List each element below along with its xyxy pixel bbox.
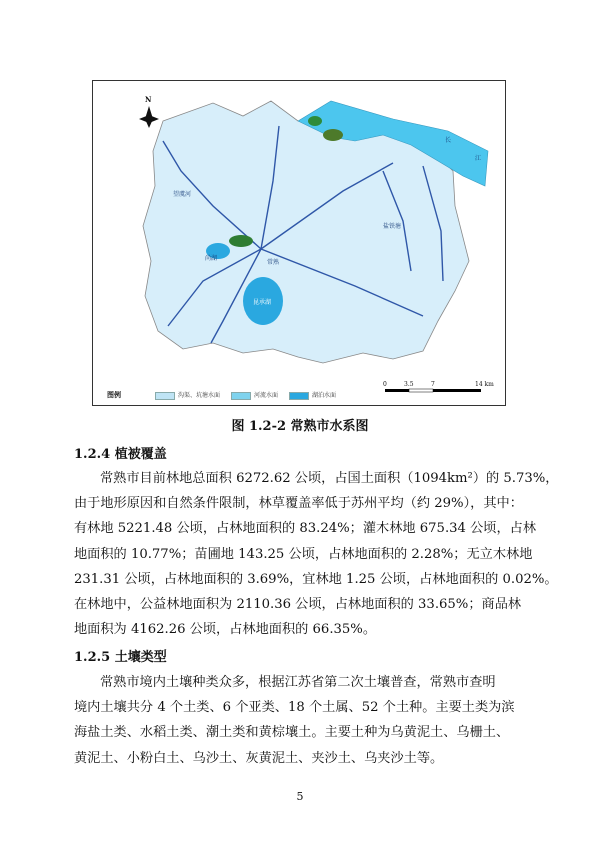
map-label-shang-lake: 尚湖: [205, 255, 218, 262]
legend-label: 湖泊水面: [312, 392, 337, 399]
page-number: 5: [296, 790, 304, 803]
paragraph-line: 地面积为 4162.26 公顷，占林地面积的 66.35%。: [74, 622, 377, 638]
scale-bar: [385, 389, 481, 392]
paragraph-line: 在林地中，公益林地面积为 2110.36 公顷，占林地面积的 33.65%；商品林: [74, 597, 522, 613]
map-label-kuncheng-lake: 昆承湖: [253, 299, 272, 306]
legend-label: 河流水面: [254, 392, 279, 399]
yushan-forest: [229, 235, 253, 247]
north-label: N: [145, 95, 152, 104]
scale-tick: 0: [383, 381, 387, 388]
map-label-yangtze: 长: [445, 137, 452, 144]
paragraph-line: 由于地形原因和自然条件限制，林草覆盖率低于苏州平均（约 29%），其中：: [74, 496, 523, 512]
scale-tick: 3.5: [404, 381, 414, 388]
paragraph-soil: [74, 670, 539, 771]
legend-swatch-river: [231, 392, 251, 400]
legend-item: [155, 390, 220, 400]
legend-title: 图例: [107, 390, 121, 399]
map-label-wangyu-river: 望虞河: [173, 191, 192, 198]
paragraph-line: 有林地 5221.48 公顷，占林地面积的 83.24%；灌木林地 675.34 公顷，占林: [74, 521, 537, 537]
map-label-yangtze-2: 江: [475, 155, 482, 162]
map-graphic: [93, 81, 505, 405]
map-label-yantie-river: 盐铁塘: [383, 223, 402, 230]
island-green: [308, 116, 322, 126]
island-green-2: [323, 129, 343, 141]
paragraph-vegetation: [74, 466, 559, 642]
section-heading-vegetation: 1.2.4 植被覆盖: [74, 447, 167, 462]
paragraph-line: 231.31 公顷，占林地面积的 3.69%，宜林地 1.25 公顷，占林地面积的 0.02%。: [74, 571, 558, 587]
legend-swatch-ditch: [155, 392, 175, 400]
scale-tick: 7: [431, 381, 435, 388]
scale-tick: 14 km: [475, 381, 494, 388]
paragraph-line: 海盐土类、水稻土类、潮土类和黄棕壤土。主要土种为乌黄泥土、乌栅土、: [74, 725, 510, 741]
map-label-changshu: 常熟: [267, 259, 280, 266]
legend-item: [289, 390, 336, 400]
paragraph-line: 黄泥土、小粉白土、乌沙土、灰黄泥土、夹沙土、乌夹沙土等。: [74, 750, 444, 766]
paragraph-line: 常熟市目前林地总面积 6272.62 公顷，占国土面积（1094km²）的 5.73%，: [100, 471, 559, 486]
paragraph-line: 地面积的 10.77%；苗圃地 143.25 公顷，占林地面积的 2.28%；无立木林地: [74, 546, 533, 562]
section-heading-soil: 1.2.5 土壤类型: [74, 650, 167, 665]
compass-rose: [139, 106, 159, 128]
water-system-map: [92, 80, 506, 406]
figure-caption: 图 1.2-2 常熟市水系图: [231, 419, 369, 434]
paragraph-line: 境内土壤共分 4 个土类、6 个亚类、18 个土属、52 个土种。主要土类为滨: [74, 700, 515, 716]
legend-swatch-lake: [289, 392, 309, 400]
paragraph-line: 常熟市境内土壤种类众多，根据江苏省第二次土壤普查，常熟市查明: [100, 675, 496, 690]
legend-item: [231, 390, 278, 400]
legend-label: 沟渠、坑塘水面: [178, 392, 221, 399]
